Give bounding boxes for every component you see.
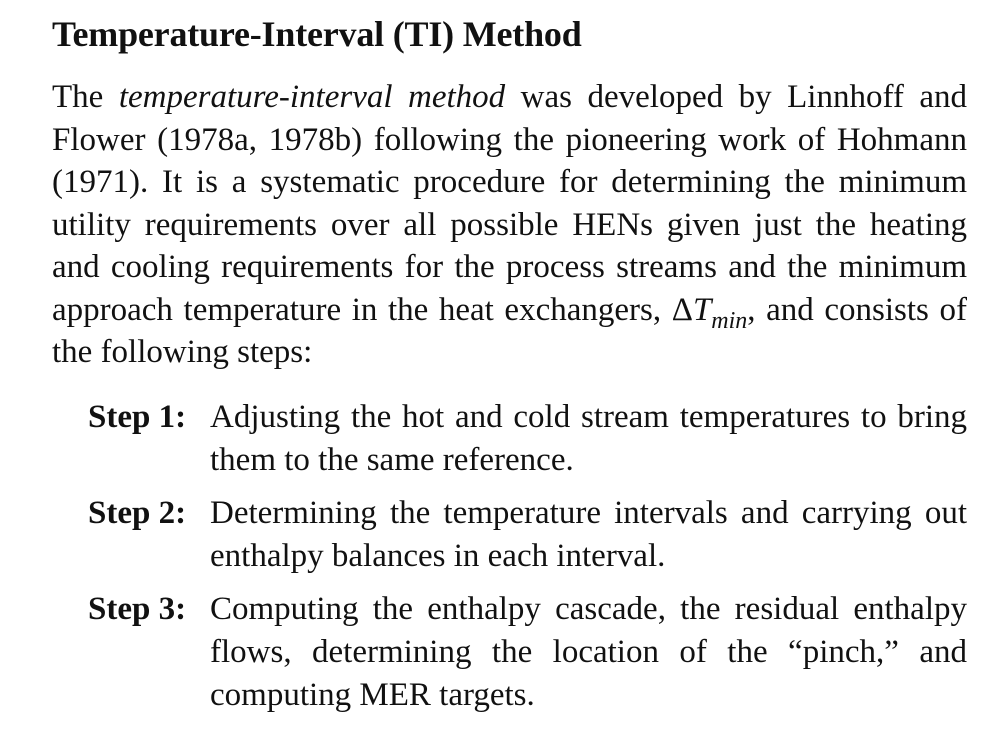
delta-t-min-symbol (671, 291, 748, 334)
step-text: Determining the temperature intervals and carrying out enthalpy balances in each interval. (210, 494, 967, 574)
t-symbol: T (692, 291, 712, 328)
step-item (88, 588, 967, 717)
delta-symbol: Δ (671, 291, 693, 328)
step-label: Step 1: (88, 398, 187, 435)
step-text: Computing the enthalpy cascade, the residual enthalpy flows, determining the location of the “pinch,” and computing MER targets. (210, 590, 967, 713)
intro-text-3: , and consists of the following steps: (52, 291, 967, 370)
min-subscript: min (711, 307, 748, 334)
step-label: Step 3: (88, 590, 187, 627)
intro-text-1: The (52, 79, 119, 115)
step-label: Step 2: (88, 494, 187, 531)
steps-list (88, 396, 967, 717)
step-text: Adjusting the hot and cold stream temperatures to bring them to the same reference. (210, 398, 967, 478)
intro-emphasis: temperature-interval method (118, 79, 506, 115)
step-item (88, 492, 967, 578)
intro-paragraph (52, 76, 967, 374)
step-item (88, 396, 967, 482)
intro-text-2: was developed by Linnhoff and Flower (1978a, 1978b) following the pioneering work of Hohmann (1971). It is a systematic procedure for determining the minimum utility requirements over all possible HENs given just the heating and cooling requirements for the process streams and the minimum approach temperature in the heat exchangers, (52, 79, 967, 328)
section-heading: Temperature-Interval (TI) Method (52, 14, 582, 54)
document-page (52, 10, 967, 727)
